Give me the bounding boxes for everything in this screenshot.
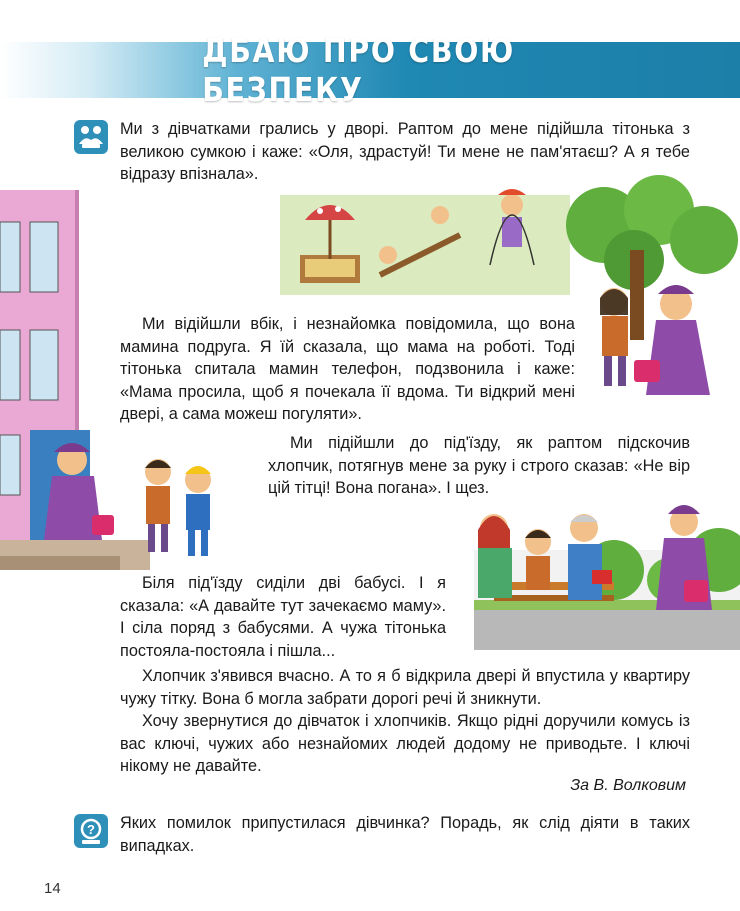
building-entrance-illustration — [0, 190, 240, 600]
story-paragraph-1: Ми з дівчатками грались у дворі. Раптом до мене підійшла тітонька з великою сумкою і каже: «Оля, здрастуй! Ти мене не пам'ятаєш? А я тебе відразу впізнала». — [120, 120, 690, 183]
playground-illustration — [280, 175, 580, 295]
stranger-with-girl-illustration — [564, 180, 740, 400]
task-question: Яких помилок припустилася дівчинка? Порадь, як слід діяти в таких випадках. — [120, 814, 690, 855]
page-number: 14 — [44, 880, 61, 897]
story-paragraph-6: Хочу звернутися до дівчаток і хлопчиків. Якщо рідні доручили комусь із вас ключі, чужих або незнайомих людей додому не приводьте. І ключі нікому не давайте. — [120, 712, 690, 775]
author-credit: За В. Волковим — [570, 777, 686, 794]
grandmothers-bench-illustration — [474, 500, 740, 650]
question-icon — [74, 814, 108, 848]
svg-text:?: ? — [87, 822, 95, 837]
story-paragraph-5: Хлопчик з'явився вчасно. А то я б відкрила двері й впустила у квартиру чужу тітку. Вона б могла забрати дорогі речі й зникнути. — [120, 667, 690, 708]
story-paragraph-3: Ми підійшли до під'їзду, як раптом підскочив хлопчик, потягнув мене за руку і строго сказав: «Не вір цій тітці! Вона погана». І щез. — [268, 434, 690, 497]
page-title: ДБАЮ ПРО СВОЮ БЕЗПЕКУ — [202, 31, 516, 109]
children-reading-icon — [74, 120, 108, 154]
story-paragraph-2: Ми відійшли вбік, і незнайомка повідомила, що вона мамина подруга. Я їй сказала, що мама на роботі. Тоді тітонька спитала мамин телефон, подзвонила і каже: «Мама просила, щоб я почекала її вдома. Ти відкрий мені двері, а сама можеш погуляти». — [120, 315, 575, 423]
story-paragraph-4: Біля під'їзду сиділи дві бабусі. І я сказала: «А давайте тут зачекаємо маму». І сіла поряд з бабусями. А чужа тітонька постояла-постояла і пішла... — [120, 574, 446, 660]
